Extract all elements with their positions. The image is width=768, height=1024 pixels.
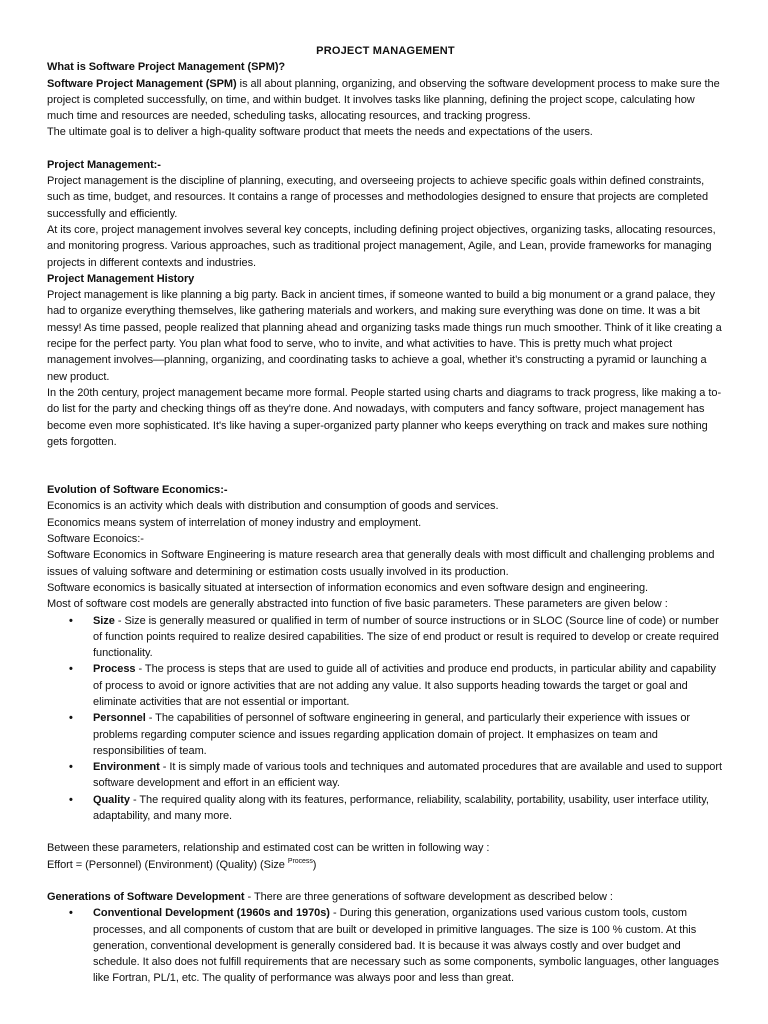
param-text: - The capabilities of personnel of software engineering in general, and particularly their experience with issues or problems regarding computer science and issues regarding application domain of project. It emphasizes on team and responsibilities of team. — [93, 712, 691, 757]
spm-definition-text: is all about planning, organizing, and observing the software development process to make sure the project is completed successfully, on time, and within budget. It involves tasks like planning, defining the project scope, calculating how much time and resources are needed, scheduling tasks, allocating resources, and tracking progress. — [47, 77, 720, 123]
param-text: - Size is generally measured or qualified in term of number of source instructions or in SLOC (Source line of code) or number of function points required to realize desired capabilities. The size of end product or result is required to develop or create required functionality. — [93, 614, 719, 660]
generation-text: - During this generation, organizations used various custom tools, custom processes, and all components of custom that are built or developed in primitive languages. The size is 100 % custom. At this generation, conventional development is generally considered bad. It is because it was always costly and over budget and schedule. It also does not fulfill requirements that are necessary such as some components, symbolic languages, other languages like Fortran, PL/1, etc. The quality of performance was always poor and less than great. — [93, 907, 719, 985]
economics-paragraph-2: Software economics is basically situated at intersection of information economics and even software design and engineering. — [47, 581, 649, 594]
param-term: Process — [93, 663, 136, 676]
pm-heading: Project Management:- — [47, 158, 161, 171]
effort-formula — [47, 857, 724, 873]
param-term: Size — [93, 614, 115, 627]
list-item — [47, 613, 724, 662]
param-text: - It is simply made of various tools and techniques and automated procedures that are available and used to support software development and effort in an efficient way. — [93, 761, 722, 790]
generations-list — [47, 905, 724, 986]
history-paragraph-2: In the 20th century, project management became more formal. People started using charts and diagrams to track progress, like making a to-do list for the party and checking things off as they're done. And nowadays, with computers and fancy software, project management has become even more sophisticated. It's like having a super-organized party planner who keeps everything on track and makes sure nothing gets forgotten. — [47, 386, 722, 448]
history-heading: Project Management History — [47, 272, 195, 285]
generations-heading: Generations of Software Development — [47, 890, 245, 903]
history-paragraph-1: Project management is like planning a big party. Back in ancient times, if someone wanted to build a big monument or a grand palace, they had to organize everything themselves, like gathering materials and workers, and making sure everything was done on time. It was a bit messy! As time passed, people realized that planning ahead and organizing tasks made things run much smoother. Think of it like creating a recipe for the perfect party. You plan what food to serve, who to invite, and what activities to have. This is pretty much what project management involves—planning, organizing, and coordinating tasks to achieve a goal, whether it’s constructing a pyramid or launching a new product. — [47, 289, 722, 383]
bullet-icon: • — [69, 663, 73, 676]
param-term: Quality — [93, 793, 130, 806]
list-item — [47, 661, 724, 710]
param-term: Personnel — [93, 712, 146, 725]
bullet-icon: • — [69, 761, 73, 774]
bullet-icon: • — [69, 614, 73, 627]
spm-goal: The ultimate goal is to deliver a high-quality software product that meets the needs and expectations of the users. — [47, 126, 593, 139]
param-term: Environment — [93, 761, 160, 774]
economics-line-1: Economics is an activity which deals with distribution and consumption of goods and services. — [47, 500, 499, 513]
generations-intro-text: - There are three generations of software development as described below : — [244, 890, 613, 903]
economics-paragraph-1: Software Economics in Software Engineering is mature research area that generally deals with most difficult and challenging problems and issues of valuing software and determining or estimation costs usually involved in its production. — [47, 549, 715, 578]
effort-superscript: Process — [287, 857, 313, 865]
list-item — [47, 759, 724, 792]
list-item — [47, 710, 724, 759]
bullet-icon: • — [69, 907, 73, 920]
list-item — [47, 905, 724, 986]
pm-paragraph-2: At its core, project management involves several key concepts, including defining project objectives, organizing tasks, allocating resources, and monitoring progress. Various approaches, such as traditional project management, Agile, and Lean, provide frameworks for managing projects in different contexts and industries. — [47, 223, 716, 269]
page-title: PROJECT MANAGEMENT — [316, 45, 455, 57]
generation-term: Conventional Development (1960s and 1970s) — [93, 907, 330, 920]
bullet-icon: • — [69, 712, 73, 725]
generations-intro — [47, 889, 724, 905]
cost-parameters-list — [47, 613, 724, 825]
effort-text: Effort = (Personnel) (Environment) (Quality) (Size — [47, 858, 288, 871]
param-text: - The process is steps that are used to guide all of activities and produce end products, in particular ability and capability of process to avoid or ignore activities that are not adding any value. It also supports heading towards the target or goal and eliminate activities that are not essential or important. — [93, 663, 716, 708]
effort-close: ) — [312, 858, 317, 871]
bullet-icon: • — [69, 793, 73, 806]
pm-paragraph-1: Project management is the discipline of planning, executing, and overseeing projects to achieve specific goals within defined constraints, such as time, budget, and resources. It contains a range of processes and methodologies designed to ensure that projects are completed successfully and efficiently. — [47, 175, 709, 220]
spm-term: Software Project Management (SPM) — [47, 77, 237, 90]
spm-definition — [47, 76, 724, 125]
economics-heading: Evolution of Software Economics:- — [47, 484, 228, 497]
economics-paragraph-3: Most of software cost models are generally abstracted into function of five basic parameters. These parameters are given below : — [47, 598, 668, 611]
param-text: - The required quality along with its features, performance, reliability, scalability, portability, usability, user interface utility, adaptability, and many more. — [93, 793, 709, 823]
economics-line-2: Economics means system of interrelation of money industry and employment. — [47, 516, 422, 529]
economics-line-3: Software Econoics:- — [47, 533, 144, 546]
relation-text: Between these parameters, relationship and estimated cost can be written in following way : — [47, 842, 490, 855]
spm-question-heading: What is Software Project Management (SPM)? — [47, 61, 286, 74]
list-item — [47, 792, 724, 825]
